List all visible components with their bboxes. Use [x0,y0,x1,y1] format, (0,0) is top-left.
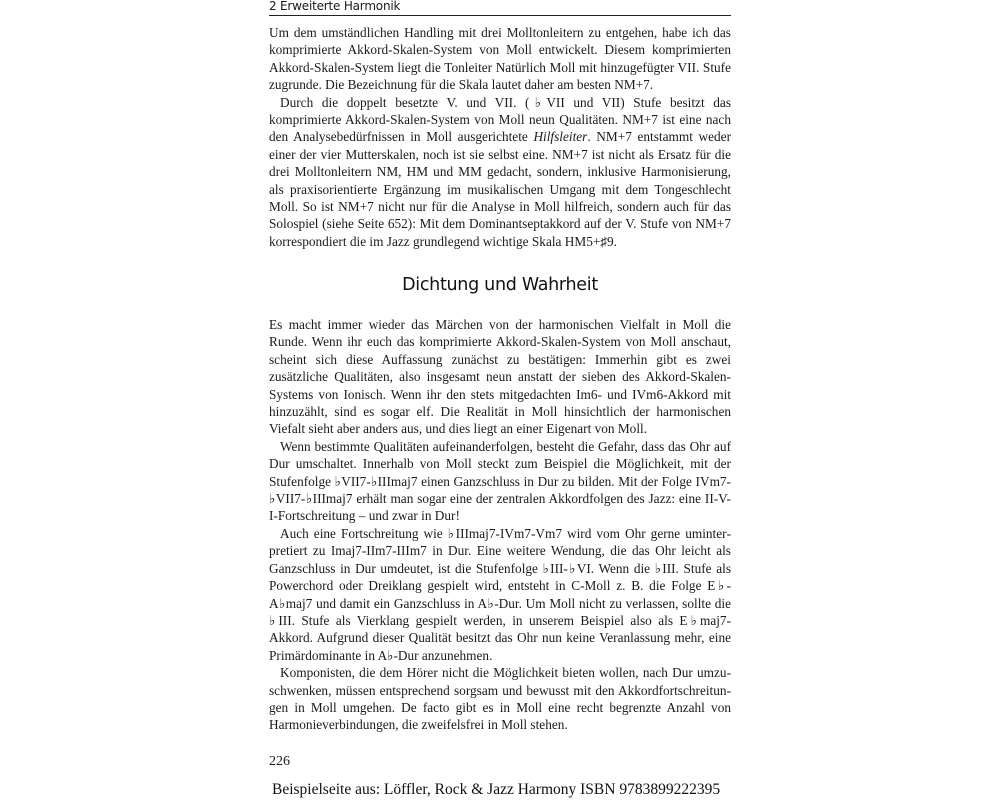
emphasis-term: Hilfsleiter [533,129,588,145]
running-head: 2 Erweiterte Harmonik [269,0,731,16]
paragraph: Auch eine Fortschreitung wie ♭IIImaj7-IVm7-Vm7 wird vom Ohr gerne uminterpretiert zu Imaj7-IIm7-IIIm7 in Dur. Eine weitere Wendung, die das Ohr leicht als Ganzschluss in Dur umdeutet, ist die Stufenfolge ♭III-♭VI. Wenn die ♭III. Stufe als Powerchord oder Dreiklang gespielt wird, entsteht in C-Moll z. B. die Folge E♭-A♭maj7 und damit ein Ganzschluss in A♭-Dur. Um Moll nicht zu verlassen, sollte die ♭III. Stufe als Vierklang gespielt werden, in unserem Beispiel also als E♭maj7-Akkord. Aufgrund dieser Qualität besitzt das Ohr nun keine Veranlassung mehr, eine Primärdominante in A♭-Dur anzunehmen. [269,525,731,663]
paragraph-text: . NM+7 entstammt weder einer der vier Mutterskalen, noch ist sie selbst eine. NM+7 ist nicht als Ersatz für die drei Molltonleitern NM, HM und MM gedacht, sondern, inklusive Harmonisierung, als praxisorientierte Ergänzung im musikalischen Umgang mit dem Tongeschlecht Moll. So ist NM+7 nicht nur für die Analyse in Moll hilfreich, sondern auch für das Solospiel (siehe Seite 652): Mit dem Dominantseptakkord auf der V. Stufe von NM+7 korrespondiert die im Jazz grundlegend wichtige Skala HM5+♯9. [269,129,731,249]
footer-caption: Beispielseite aus: Löffler, Rock & Jazz Harmony ISBN 9783899222395 [272,781,721,798]
text-block-top [269,24,731,250]
page-number: 226 [269,754,290,769]
paragraph: Es macht immer wieder das Märchen von der harmonischen Vielfalt in Moll die Runde. Wenn ihr euch das komprimierte Akkord-Skalen-System von Moll anschaut, scheint sich diese Auffassung zunächst zu bestätigen: Immerhin gibt es zwei zusätzliche Qualitäten, also insgesamt neun anstatt der sieben des Akkord-Skalen-Systems von Ionisch. Wenn ihr den stets mitgedachten Im6- und IVm6-Akkord mit hinzuzählt, sind es sogar elf. Die Realität in Moll hinsichtlich der harmonischen Viefalt sieht aber anders aus, und dies liegt an einer Eigenart von Moll. [269,317,731,437]
text-block-bottom [269,316,731,734]
paragraph-text: Durch die doppelt besetzte V. und VII. (♭VII und VII) Stufe besitzt das komprimierte Akkord-Skalen-System von Moll neun Qualitäten. NM+7 ist eine nach den Analysebedürfnissen in Moll ausgerichtete [269,94,731,145]
paragraph [269,94,731,251]
book-page [269,0,731,800]
section-heading: Dichtung und Wahrheit [402,275,598,295]
paragraph: Komponisten, die dem Hörer nicht die Möglichkeit bieten wollen, nach Dur umzuschwenken, müssen entsprechend sorgsam und bewusst mit den Akkordfortschreitungen in Moll umgehen. De facto gibt es in Moll eine recht begrenzte Anzahl von Harmonieverbindungen, die zweifelsfrei in Moll stehen. [269,665,731,733]
paragraph: Wenn bestimmte Qualitäten aufeinanderfolgen, besteht die Gefahr, dass das Ohr auf Dur umschaltet. Innerhalb von Moll steckt zum Beispiel die Möglichkeit, mit der Stufenfolge ♭VII7-♭IIImaj7 einen Ganzschluss in Dur zu bilden. Mit der Folge IVm7-♭VII7-♭IIImaj7 erhält man sogar eine der zentralen Akkordfolgen des Jazz: eine II-V-I-Fortschreitung – und zwar in Dur! [269,438,731,524]
paragraph: Um dem umständlichen Handling mit drei Molltonleitern zu entgehen, habe ich das komprimierte Akkord-Skalen-System von Moll entwickelt. Diesem komprimierten Akkord-Skalen-System liegt die Tonleiter Natürlich Moll mit hinzugefügter VII. Stufe zugrunde. Die Bezeichnung für die Skala lautet daher am besten NM+7. [269,25,731,93]
